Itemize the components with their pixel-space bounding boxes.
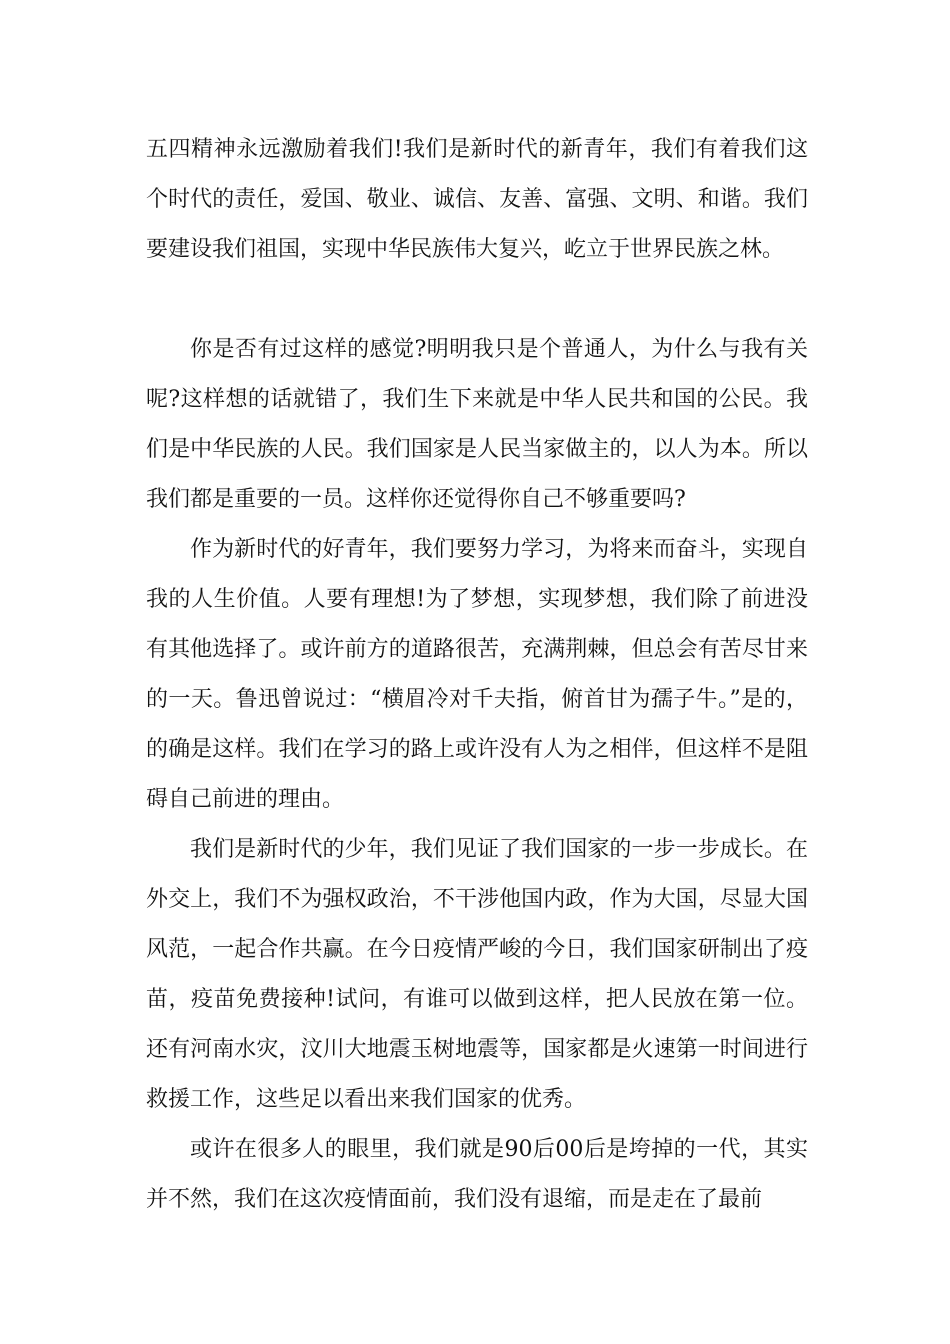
paragraph: 我们是新时代的少年，我们见证了我们国家的一步一步成长。在外交上，我们不为强权政治，不干涉他国内政，作为大国，尽显大国风范，一起合作共赢。在今日疫情严峻的今日，我们国家研制出了疫苗，疫苗免费接种!试问，有谁可以做到这样，把人民放在第一位。还有河南水灾，汶川大地震玉树地震等，国家都是火速第一时间进行救援工作，这些足以看出来我们国家的优秀。: [146, 837, 808, 1112]
paragraph: 你是否有过这样的感觉?明明我只是个普通人，为什么与我有关呢?这样想的话就错了，我们生下来就是中华人民共和国的公民。我们是中华民族的人民。我们国家是人民当家做主的，以人为本。所以我们都是重要的一员。这样你还觉得你自己不够重要吗?: [146, 337, 808, 512]
paragraph: 作为新时代的好青年，我们要努力学习，为将来而奋斗，实现自我的人生价值。人要有理想!为了梦想，实现梦想，我们除了前进没有其他选择了。或许前方的道路很苦，充满荆棘，但总会有苦尽甘来的一天。鲁迅曾说过：“横眉冷对千夫指，俯首甘为孺子牛。”是的，的确是这样。我们在学习的路上或许没有人为之相伴，但这样不是阻碍自己前进的理由。: [146, 537, 808, 812]
paragraph: 或许在很多人的眼里，我们就是90后00后是垮掉的一代，其实并不然，我们在这次疫情面前，我们没有退缩，而是走在了最前: [146, 1137, 808, 1212]
paragraph: 五四精神永远激励着我们!我们是新时代的新青年，我们有着我们这个时代的责任，爱国、敬业、诚信、友善、富强、文明、和谐。我们要建设我们祖国，实现中华民族伟大复兴，屹立于世界民族之林。: [146, 137, 808, 262]
text-block-main: [146, 325, 808, 1225]
text-block-top: [146, 125, 808, 275]
